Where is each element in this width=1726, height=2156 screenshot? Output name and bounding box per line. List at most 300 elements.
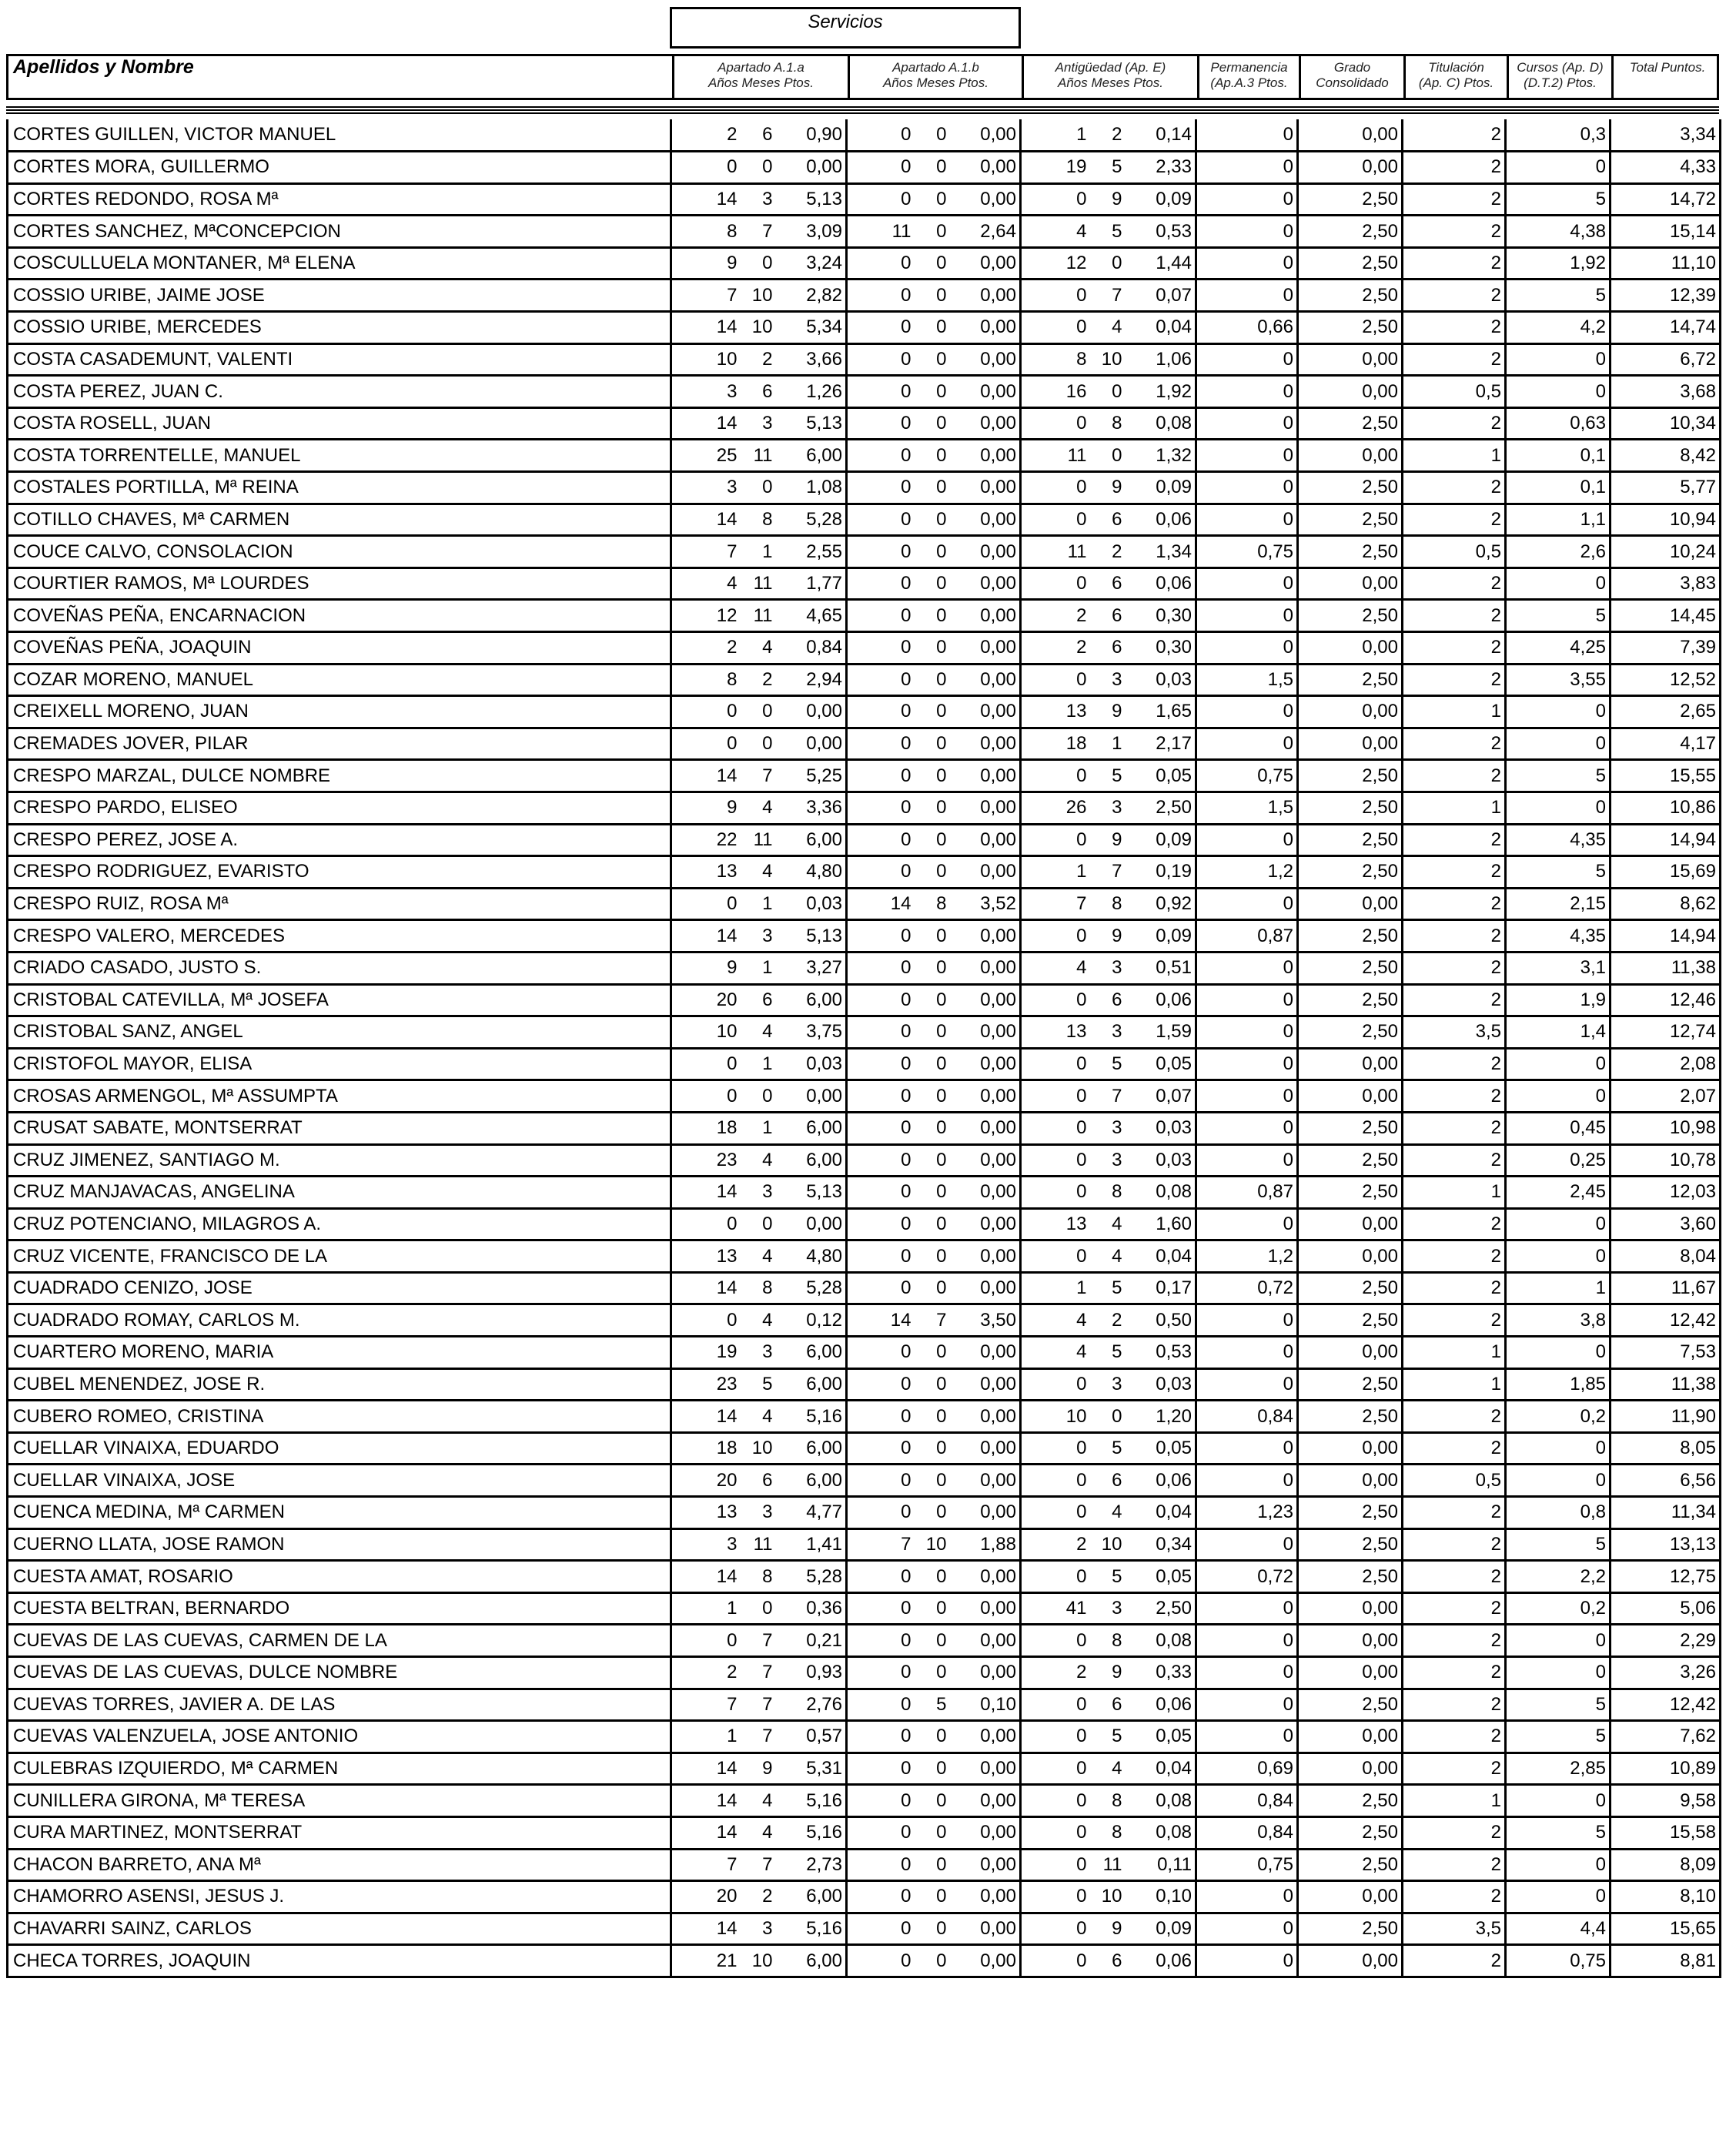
table-row [8, 472, 1721, 504]
cell-grado: 0,00 [1298, 1337, 1403, 1369]
cell-a1b-years: 0 [847, 1689, 915, 1721]
cell-a1b-years: 0 [847, 472, 915, 504]
cell-a1b-years: 0 [847, 1016, 915, 1049]
cell-a1a-years: 14 [671, 1561, 741, 1593]
table-row [8, 1144, 1721, 1177]
cell-a1a-years: 3 [671, 376, 741, 408]
cell-name: CRESPO PEREZ, JOSE A. [8, 824, 671, 856]
cell-permanencia: 0 [1196, 824, 1298, 856]
cell-cursos: 1,1 [1506, 504, 1611, 536]
cell-antiguedad-months: 3 [1090, 1016, 1126, 1049]
cell-permanencia: 0 [1196, 1337, 1298, 1369]
cell-a1a-months: 7 [741, 760, 776, 792]
cell-antiguedad-years: 1 [1021, 856, 1090, 889]
table-row [8, 728, 1721, 760]
cell-a1a-months: 4 [741, 632, 776, 665]
cell-a1b-points: 3,52 [950, 888, 1021, 920]
cell-a1b-years: 14 [847, 1304, 915, 1337]
cell-titulacion: 0,5 [1403, 1465, 1506, 1497]
cell-cursos: 0,75 [1506, 1945, 1611, 1977]
cell-antiguedad-points: 0,09 [1126, 472, 1196, 504]
cell-total: 5,06 [1611, 1592, 1721, 1625]
cell-a1b-points: 0,00 [950, 1945, 1021, 1977]
cell-titulacion: 0,5 [1403, 376, 1506, 408]
cell-a1b-points: 0,00 [950, 247, 1021, 280]
cell-antiguedad-years: 18 [1021, 728, 1090, 760]
cell-a1a-months: 11 [741, 440, 776, 472]
cell-permanencia: 0 [1196, 472, 1298, 504]
cell-cursos: 0,1 [1506, 440, 1611, 472]
cell-name: COSCULLUELA MONTANER, Mª ELENA [8, 247, 671, 280]
cell-a1b-years: 0 [847, 1849, 915, 1881]
cell-grado: 0,00 [1298, 119, 1403, 152]
cell-permanencia: 0 [1196, 216, 1298, 248]
cell-grado: 2,50 [1298, 1497, 1403, 1529]
cell-titulacion: 1 [1403, 1337, 1506, 1369]
cell-antiguedad-months: 9 [1090, 183, 1126, 216]
cell-titulacion: 2 [1403, 664, 1506, 696]
cell-a1b-points: 0,00 [950, 824, 1021, 856]
cell-total: 10,34 [1611, 407, 1721, 440]
cell-a1a-years: 8 [671, 664, 741, 696]
cell-cursos: 2,2 [1506, 1561, 1611, 1593]
cell-a1b-points: 0,00 [950, 856, 1021, 889]
cell-name: CUESTA AMAT, ROSARIO [8, 1561, 671, 1593]
cell-cursos: 4,4 [1506, 1913, 1611, 1945]
cell-cursos: 4,25 [1506, 632, 1611, 665]
cell-a1b-years: 0 [847, 1657, 915, 1689]
cell-antiguedad-points: 2,33 [1126, 152, 1196, 184]
cell-grado: 0,00 [1298, 632, 1403, 665]
table-row [8, 920, 1721, 952]
cell-a1b-years: 11 [847, 216, 915, 248]
cell-antiguedad-years: 0 [1021, 472, 1090, 504]
cell-a1a-months: 3 [741, 407, 776, 440]
cell-total: 12,74 [1611, 1016, 1721, 1049]
cell-antiguedad-months: 8 [1090, 1177, 1126, 1209]
cell-a1a-years: 14 [671, 1913, 741, 1945]
cell-grado: 0,00 [1298, 343, 1403, 376]
cell-antiguedad-months: 6 [1090, 632, 1126, 665]
cell-antiguedad-months: 3 [1090, 952, 1126, 984]
cell-grado: 2,50 [1298, 280, 1403, 312]
cell-a1a-months: 0 [741, 152, 776, 184]
table-row [8, 1881, 1721, 1913]
cell-antiguedad-years: 0 [1021, 760, 1090, 792]
cell-a1a-points: 0,57 [776, 1721, 847, 1753]
cell-a1b-years: 0 [847, 1913, 915, 1945]
col-header-apartado-a1b: Apartado A.1.b Años Meses Ptos. [848, 56, 1022, 98]
cell-total: 7,53 [1611, 1337, 1721, 1369]
cell-a1b-points: 0,00 [950, 1016, 1021, 1049]
cell-permanencia: 0,87 [1196, 920, 1298, 952]
cell-a1b-months: 0 [915, 1240, 950, 1273]
cell-a1b-points: 0,00 [950, 1625, 1021, 1657]
table-row [8, 1721, 1721, 1753]
cell-a1b-points: 0,00 [950, 600, 1021, 632]
cell-cursos: 0,63 [1506, 407, 1611, 440]
cell-titulacion: 2 [1403, 152, 1506, 184]
cell-name: CRESPO VALERO, MERCEDES [8, 920, 671, 952]
cell-a1b-months: 0 [915, 312, 950, 344]
cell-a1b-years: 0 [847, 824, 915, 856]
cell-a1b-points: 0,00 [950, 407, 1021, 440]
cell-permanencia: 0,75 [1196, 760, 1298, 792]
cell-a1b-points: 0,00 [950, 536, 1021, 568]
cell-a1b-years: 0 [847, 567, 915, 600]
cell-name: CUERNO LLATA, JOSE RAMON [8, 1528, 671, 1561]
cell-titulacion: 2 [1403, 1497, 1506, 1529]
cell-a1a-points: 5,25 [776, 760, 847, 792]
cell-permanencia: 1,2 [1196, 1240, 1298, 1273]
cell-a1a-years: 14 [671, 1785, 741, 1817]
cell-a1b-years: 0 [847, 920, 915, 952]
cell-a1a-months: 11 [741, 600, 776, 632]
cell-grado: 0,00 [1298, 440, 1403, 472]
cell-a1a-years: 9 [671, 952, 741, 984]
cell-total: 8,81 [1611, 1945, 1721, 1977]
cell-name: CHAVARRI SAINZ, CARLOS [8, 1913, 671, 1945]
cell-a1a-points: 6,00 [776, 1465, 847, 1497]
cell-cursos: 0,2 [1506, 1592, 1611, 1625]
cell-grado: 0,00 [1298, 1721, 1403, 1753]
cell-a1a-years: 0 [671, 1080, 741, 1113]
cell-antiguedad-points: 0,03 [1126, 1144, 1196, 1177]
cell-antiguedad-points: 1,06 [1126, 343, 1196, 376]
cell-a1a-years: 13 [671, 1497, 741, 1529]
cell-permanencia: 0,72 [1196, 1272, 1298, 1304]
cell-name: CUELLAR VINAIXA, EDUARDO [8, 1432, 671, 1465]
cell-name: CUEVAS VALENZUELA, JOSE ANTONIO [8, 1721, 671, 1753]
cell-cursos: 0 [1506, 343, 1611, 376]
cell-a1b-years: 0 [847, 600, 915, 632]
cell-antiguedad-months: 7 [1090, 280, 1126, 312]
table-row [8, 1240, 1721, 1273]
cell-antiguedad-months: 9 [1090, 1913, 1126, 1945]
table-row [8, 536, 1721, 568]
cell-antiguedad-months: 8 [1090, 1785, 1126, 1817]
cell-antiguedad-years: 4 [1021, 216, 1090, 248]
cell-name: CURA MARTINEZ, MONTSERRAT [8, 1816, 671, 1849]
table-row [8, 1368, 1721, 1401]
cell-antiguedad-points: 2,50 [1126, 1592, 1196, 1625]
cell-antiguedad-months: 8 [1090, 1625, 1126, 1657]
cell-total: 14,74 [1611, 312, 1721, 344]
table-row [8, 1816, 1721, 1849]
cell-antiguedad-months: 0 [1090, 440, 1126, 472]
cell-cursos: 5 [1506, 183, 1611, 216]
cell-total: 3,83 [1611, 567, 1721, 600]
cell-antiguedad-years: 0 [1021, 1368, 1090, 1401]
cell-a1b-years: 0 [847, 1721, 915, 1753]
cell-a1a-years: 14 [671, 183, 741, 216]
cell-a1a-years: 0 [671, 728, 741, 760]
cell-a1a-months: 7 [741, 216, 776, 248]
cell-a1a-months: 4 [741, 1401, 776, 1433]
cell-a1b-months: 0 [915, 1816, 950, 1849]
cell-name: COVEÑAS PEÑA, ENCARNACION [8, 600, 671, 632]
cell-total: 8,05 [1611, 1432, 1721, 1465]
cell-titulacion: 2 [1403, 1272, 1506, 1304]
cell-a1b-points: 0,00 [950, 1368, 1021, 1401]
cell-total: 11,38 [1611, 1368, 1721, 1401]
cell-antiguedad-points: 0,04 [1126, 312, 1196, 344]
cell-antiguedad-months: 0 [1090, 376, 1126, 408]
cell-titulacion: 1 [1403, 1177, 1506, 1209]
cell-titulacion: 1 [1403, 440, 1506, 472]
cell-a1a-years: 19 [671, 1337, 741, 1369]
cell-antiguedad-points: 0,33 [1126, 1657, 1196, 1689]
table-row [8, 119, 1721, 152]
cell-a1a-years: 2 [671, 119, 741, 152]
cell-a1a-points: 4,77 [776, 1497, 847, 1529]
cell-antiguedad-months: 6 [1090, 600, 1126, 632]
cell-grado: 0,00 [1298, 1465, 1403, 1497]
cell-a1a-months: 10 [741, 280, 776, 312]
cell-a1b-months: 0 [915, 1721, 950, 1753]
cell-a1b-points: 0,00 [950, 1240, 1021, 1273]
cell-a1a-points: 6,00 [776, 440, 847, 472]
cell-permanencia: 0 [1196, 1368, 1298, 1401]
cell-a1a-months: 7 [741, 1849, 776, 1881]
cell-a1b-points: 0,00 [950, 1465, 1021, 1497]
cell-antiguedad-points: 0,04 [1126, 1240, 1196, 1273]
cell-cursos: 5 [1506, 760, 1611, 792]
cell-total: 2,29 [1611, 1625, 1721, 1657]
cell-permanencia: 0 [1196, 1945, 1298, 1977]
cell-a1b-points: 0,00 [950, 376, 1021, 408]
cell-total: 6,72 [1611, 343, 1721, 376]
cell-grado: 2,50 [1298, 760, 1403, 792]
cell-a1a-months: 6 [741, 1465, 776, 1497]
cell-antiguedad-points: 0,09 [1126, 183, 1196, 216]
col-header-name: Apellidos y Nombre [13, 56, 194, 78]
cell-antiguedad-years: 8 [1021, 343, 1090, 376]
cell-name: CRESPO RUIZ, ROSA Mª [8, 888, 671, 920]
cell-cursos: 0 [1506, 1080, 1611, 1113]
cell-a1b-months: 0 [915, 1337, 950, 1369]
cell-grado: 0,00 [1298, 696, 1403, 728]
cell-grado: 2,50 [1298, 504, 1403, 536]
cell-titulacion: 2 [1403, 1689, 1506, 1721]
cell-permanencia: 0 [1196, 1913, 1298, 1945]
cell-a1b-points: 0,00 [950, 280, 1021, 312]
cell-antiguedad-points: 0,50 [1126, 1304, 1196, 1337]
cell-a1b-months: 7 [915, 1304, 950, 1337]
cell-a1a-months: 2 [741, 1881, 776, 1913]
cell-antiguedad-months: 9 [1090, 1657, 1126, 1689]
cell-a1b-points: 0,00 [950, 1208, 1021, 1240]
cell-antiguedad-years: 13 [1021, 1016, 1090, 1049]
cell-a1b-years: 0 [847, 1753, 915, 1785]
cell-antiguedad-years: 7 [1021, 888, 1090, 920]
cell-a1a-years: 25 [671, 440, 741, 472]
cell-a1a-points: 1,08 [776, 472, 847, 504]
servicios-header: Servicios [670, 7, 1021, 49]
cell-a1b-months: 10 [915, 1528, 950, 1561]
cell-a1b-years: 0 [847, 1177, 915, 1209]
table-row [8, 1401, 1721, 1433]
cell-name: CRUZ POTENCIANO, MILAGROS A. [8, 1208, 671, 1240]
cell-a1a-points: 3,75 [776, 1016, 847, 1049]
cell-permanencia: 0 [1196, 1689, 1298, 1721]
cell-a1a-years: 7 [671, 1689, 741, 1721]
cell-antiguedad-years: 0 [1021, 1112, 1090, 1144]
cell-total: 2,08 [1611, 1048, 1721, 1080]
table-row [8, 504, 1721, 536]
cell-permanencia: 0 [1196, 600, 1298, 632]
cell-grado: 2,50 [1298, 920, 1403, 952]
cell-antiguedad-points: 0,30 [1126, 600, 1196, 632]
cell-a1a-points: 5,16 [776, 1816, 847, 1849]
table-row [8, 1689, 1721, 1721]
cell-antiguedad-months: 4 [1090, 312, 1126, 344]
cell-antiguedad-months: 5 [1090, 1721, 1126, 1753]
cell-a1b-points: 0,00 [950, 119, 1021, 152]
cell-a1b-years: 0 [847, 984, 915, 1016]
cell-cursos: 0 [1506, 376, 1611, 408]
cell-total: 14,72 [1611, 183, 1721, 216]
cell-antiguedad-points: 2,17 [1126, 728, 1196, 760]
cell-antiguedad-months: 2 [1090, 536, 1126, 568]
cell-permanencia: 0,75 [1196, 1849, 1298, 1881]
cell-a1b-years: 0 [847, 183, 915, 216]
cell-grado: 0,00 [1298, 1240, 1403, 1273]
cell-cursos: 2,45 [1506, 1177, 1611, 1209]
cell-cursos: 0 [1506, 1208, 1611, 1240]
cell-titulacion: 3,5 [1403, 1913, 1506, 1945]
cell-antiguedad-years: 0 [1021, 920, 1090, 952]
cell-antiguedad-points: 0,17 [1126, 1272, 1196, 1304]
cell-antiguedad-points: 0,06 [1126, 1689, 1196, 1721]
cell-antiguedad-years: 1 [1021, 1272, 1090, 1304]
cell-total: 14,45 [1611, 600, 1721, 632]
cell-cursos: 0 [1506, 1465, 1611, 1497]
cell-antiguedad-years: 2 [1021, 600, 1090, 632]
cell-a1a-points: 6,00 [776, 1337, 847, 1369]
cell-total: 9,58 [1611, 1785, 1721, 1817]
table-row [8, 632, 1721, 665]
cell-a1b-months: 0 [915, 1144, 950, 1177]
cell-a1b-months: 0 [915, 1657, 950, 1689]
table-row [8, 1625, 1721, 1657]
cell-a1a-points: 0,03 [776, 1048, 847, 1080]
cell-a1b-points: 0,00 [950, 312, 1021, 344]
cell-a1b-years: 0 [847, 1592, 915, 1625]
cell-name: CUEVAS DE LAS CUEVAS, DULCE NOMBRE [8, 1657, 671, 1689]
table-row [8, 1432, 1721, 1465]
cell-antiguedad-months: 6 [1090, 1689, 1126, 1721]
cell-cursos: 0 [1506, 1240, 1611, 1273]
table-row [8, 1753, 1721, 1785]
cell-total: 15,14 [1611, 216, 1721, 248]
col-header-grado: Grado Consolidado [1299, 56, 1403, 98]
cell-titulacion: 2 [1403, 312, 1506, 344]
cell-a1a-years: 9 [671, 792, 741, 824]
cell-name: CORTES MORA, GUILLERMO [8, 152, 671, 184]
cell-antiguedad-years: 10 [1021, 1401, 1090, 1433]
cell-cursos: 1 [1506, 1272, 1611, 1304]
cell-name: COURTIER RAMOS, Mª LOURDES [8, 567, 671, 600]
cell-antiguedad-months: 4 [1090, 1497, 1126, 1529]
cell-total: 15,69 [1611, 856, 1721, 889]
cell-a1a-years: 3 [671, 1528, 741, 1561]
cell-antiguedad-months: 4 [1090, 1208, 1126, 1240]
cell-a1a-months: 6 [741, 984, 776, 1016]
cell-antiguedad-points: 0,09 [1126, 920, 1196, 952]
cell-a1a-points: 2,94 [776, 664, 847, 696]
cell-a1a-months: 3 [741, 1337, 776, 1369]
cell-antiguedad-years: 0 [1021, 407, 1090, 440]
cell-total: 11,34 [1611, 1497, 1721, 1529]
cell-a1a-months: 11 [741, 567, 776, 600]
cell-total: 15,55 [1611, 760, 1721, 792]
cell-total: 14,94 [1611, 920, 1721, 952]
cell-a1a-months: 10 [741, 1945, 776, 1977]
table-row [8, 280, 1721, 312]
cell-a1b-years: 0 [847, 407, 915, 440]
cell-a1b-points: 0,00 [950, 152, 1021, 184]
cell-a1a-points: 5,16 [776, 1401, 847, 1433]
table-row [8, 152, 1721, 184]
cell-antiguedad-years: 0 [1021, 1080, 1090, 1113]
cell-titulacion: 2 [1403, 1080, 1506, 1113]
cell-a1b-years: 0 [847, 1240, 915, 1273]
cell-titulacion: 2 [1403, 343, 1506, 376]
cell-cursos: 0,25 [1506, 1144, 1611, 1177]
cell-titulacion: 0,5 [1403, 536, 1506, 568]
cell-antiguedad-months: 6 [1090, 984, 1126, 1016]
cell-a1a-points: 6,00 [776, 1432, 847, 1465]
cell-a1a-points: 5,28 [776, 504, 847, 536]
cell-cursos: 5 [1506, 600, 1611, 632]
cell-permanencia: 0 [1196, 119, 1298, 152]
cell-antiguedad-years: 0 [1021, 567, 1090, 600]
cell-a1a-years: 14 [671, 760, 741, 792]
cell-antiguedad-points: 0,19 [1126, 856, 1196, 889]
table-row [8, 1945, 1721, 1977]
cell-a1b-points: 0,00 [950, 1337, 1021, 1369]
cell-grado: 2,50 [1298, 407, 1403, 440]
cell-total: 10,98 [1611, 1112, 1721, 1144]
cell-a1b-points: 0,00 [950, 1753, 1021, 1785]
table-row [8, 1497, 1721, 1529]
cell-total: 3,60 [1611, 1208, 1721, 1240]
cell-a1b-years: 0 [847, 1368, 915, 1401]
cell-a1a-years: 2 [671, 632, 741, 665]
cell-antiguedad-points: 0,34 [1126, 1528, 1196, 1561]
cell-a1a-years: 20 [671, 984, 741, 1016]
cell-titulacion: 2 [1403, 1945, 1506, 1977]
cell-cursos: 1,85 [1506, 1368, 1611, 1401]
cell-a1b-months: 0 [915, 440, 950, 472]
cell-a1a-points: 1,41 [776, 1528, 847, 1561]
cell-grado: 2,50 [1298, 1112, 1403, 1144]
cell-grado: 0,00 [1298, 728, 1403, 760]
cell-grado: 2,50 [1298, 536, 1403, 568]
cell-a1a-months: 11 [741, 1528, 776, 1561]
cell-a1b-months: 0 [915, 1177, 950, 1209]
cell-a1b-months: 0 [915, 984, 950, 1016]
cell-a1a-months: 9 [741, 1753, 776, 1785]
cell-a1a-months: 0 [741, 728, 776, 760]
cell-antiguedad-years: 0 [1021, 984, 1090, 1016]
cell-grado: 2,50 [1298, 1401, 1403, 1433]
cell-a1a-years: 3 [671, 472, 741, 504]
cell-antiguedad-years: 26 [1021, 792, 1090, 824]
cell-a1a-years: 4 [671, 567, 741, 600]
cell-name: CRUZ MANJAVACAS, ANGELINA [8, 1177, 671, 1209]
